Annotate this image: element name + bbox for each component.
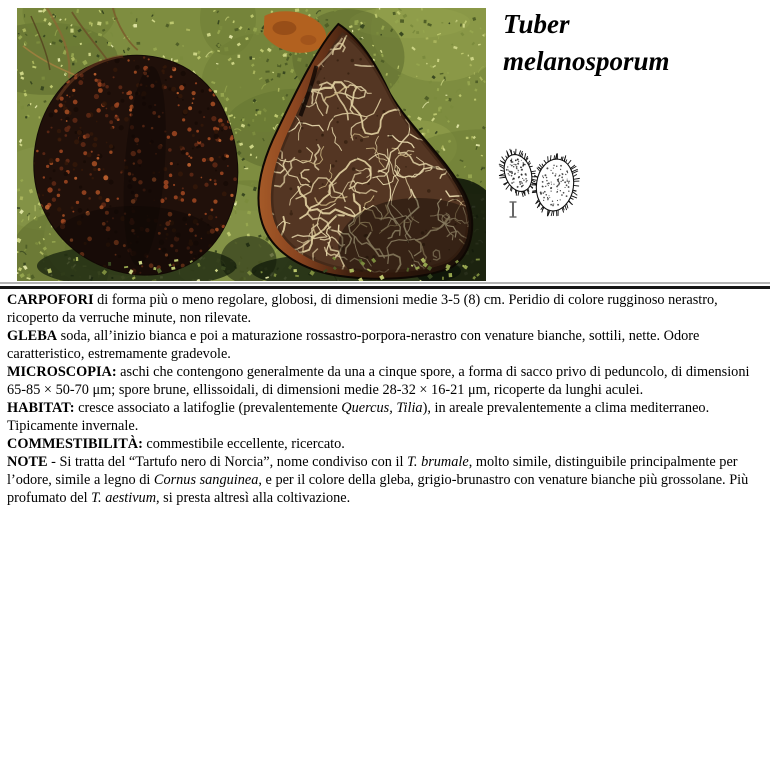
section-habitat: HABITAT: cresce associato a latifoglie (prevalentemente Quercus, Tilia), in areale prevalentemente a clima mediterraneo. Tipicamente invernale. (7, 400, 710, 434)
truffle-photo-illustration (17, 8, 486, 281)
spore-illustration (492, 140, 602, 225)
scale-bar (510, 202, 517, 217)
truffle-photo (17, 8, 486, 281)
spore-drawing-icon (492, 140, 602, 225)
species-title: Tuber melanosporum (503, 9, 670, 76)
section-note: NOTE - Si tratta del “Tartufo nero di Norcia”, nome condiviso con il T. brumale, molto simile, distinguibile principalmente per l’odore, simile a legno di Cornus sanguinea, e per il colore della gleba, grigio-brunastro con venature bianche più grossolane. Più profumato del T. aestivum, si presta altresì alla coltivazione. (7, 454, 749, 506)
section-microscopia: MICROSCOPIA: aschi che contengono generalmente da una a cinque spore, a forma di sacco privo di peduncolo, di dimensioni 65-85 × 50-70 μm; spore brune, ellissoidali, di dimensioni medie 28-32 × 16-21 μm, ricoperte da lunghi aculei. (7, 364, 750, 398)
section-gleba: GLEBA soda, all’inizio bianca e poi a maturazione rossastro-porpora-nerastro con venature bianche, sottili, nette. Odore caratteristico, estremamente gradevole. (7, 328, 700, 362)
description-text (7, 291, 760, 507)
section-commestibilita: COMMESTIBILITÀ: commestibile eccellente, ricercato. (7, 436, 345, 452)
section-divider (0, 282, 770, 289)
section-carpofori: CARPOFORI di forma più o meno regolare, globosi, di dimensioni medie 3-5 (8) cm. Peridio di colore rugginoso nerastro, ricoperto da verruche minute, non rilevate. (7, 292, 718, 326)
